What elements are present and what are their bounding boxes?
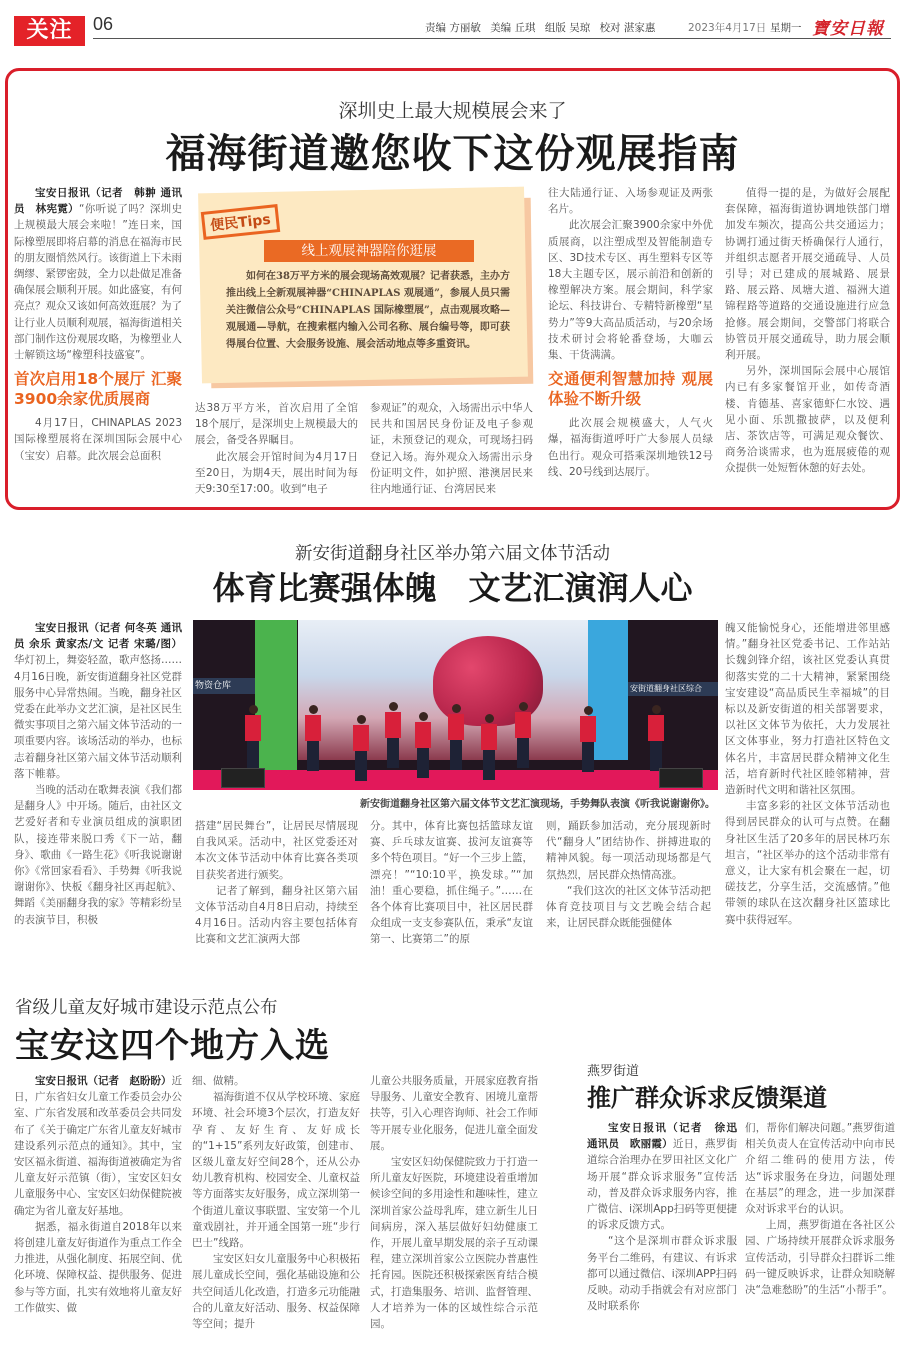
paragraph: 据悉，福永街道自2018年以来将创建儿童友好街道作为重点工作全力推进，从强化制度、拓展空间、优化环境、保障权益、提供服务、促进参与等方面，扎实有效地将儿童友好工作做实、做 xyxy=(14,1220,182,1314)
tips-sidebar xyxy=(196,186,536,392)
dancer xyxy=(515,702,531,770)
article-headline: 体育比赛强体魄 文艺汇演润人心 xyxy=(212,569,693,607)
performance-photo xyxy=(193,620,718,790)
dancer xyxy=(648,705,664,773)
article-kicker: 燕罗街道 xyxy=(587,1064,640,1079)
lead-paragraph: “你听说了吗？深圳史上规模最大展会来啦！”连日来，国际橡塑展即将启幕的消息在福海市民的朋友圈悄然风行。该街道上下未雨绸缪、紧锣密鼓，全力以赴做足准备确保展会顺利开展。如此盛宴，有何亮点？观众又该如何高效逛展？为了让行业人员顺利观展，福海街道相关部门制作这份观展攻略，为橡塑业人士解锁这场“橡塑科技盛宴”。 xyxy=(14,203,182,362)
photo-caption: 新安街道翻身社区第六届文体节文艺汇演现场，手势舞队表演《听我说谢谢你》。 xyxy=(360,799,715,810)
paragraph: 则，踊跃参加活动，充分展现新时代“翻身人”团结协作、拼搏进取的精神风貌。每一项活动现场都是气氛热烈，居民群众热情高涨。 xyxy=(546,820,711,881)
article-kicker: 省级儿童友好城市建设示范点公布 xyxy=(15,998,278,1018)
community-center-sign: 安街道翻身社区综合 xyxy=(628,682,718,696)
paragraph: 达38万平方米，首次启用了全馆18个展厅，是深圳史上规模最大的展会，备受各界瞩目。 xyxy=(195,402,358,447)
credit-proofreader: 校对 湛家惠 xyxy=(599,22,656,34)
paragraph: 儿童公共服务质量，开展家庭教育指导服务、儿童安全教育、困境儿童帮扶等，引入心理咨询师、社会工作师等开展专业化服务，促进儿童全面发展。 xyxy=(370,1075,538,1152)
tips-heading: 线上观展神器陪你逛展 xyxy=(264,240,474,262)
article-headline: 宝安这四个地方入选 xyxy=(15,1026,330,1066)
paragraph: 上周，燕罗街道在各社区公园、广场持续开展群众诉求服务宣传活动，引导群众扫群诉二维码一键反映诉求，让群众知晓解决“急难愁盼”的生活“小帮手”。 xyxy=(745,1219,895,1297)
dancer xyxy=(353,715,369,783)
paragraph: “我们这次的社区文体节活动把体育竞技项目与文艺晚会结合起来，让居民群众既能强健体 xyxy=(546,884,711,930)
dancer xyxy=(305,705,321,773)
byline: 宝安日报讯（记者 韩翀 通讯员 林宪霓） xyxy=(14,187,182,216)
paragraph: 细、做精。 xyxy=(192,1075,245,1087)
stage-floor xyxy=(193,770,718,790)
paragraph: “这个是深圳市群众诉求服务平台二维码，有建议、有诉求都可以通过微信、i深圳APP扫码反映。动动手指就会有对应部门及时联系你 xyxy=(587,1235,737,1313)
paragraph: 记者了解到，翻身社区第六届文体节活动自4月8日启动，持续至4月16日。活动内容主要包括体育比赛和文艺汇演两大部 xyxy=(195,884,358,946)
dancer xyxy=(245,705,261,773)
lead-paragraph: 近日，广东省妇女儿童工作委员会办公室、广东省发展和改革委员会共同发布了《关于确定广东省儿童友好城市建设系列示范点的通知》。其中，宝安区福永街道、福海街道被确定为省儿童友好示范镇（街），宝安区妇女儿童服务中心、宝安区妇幼保健院被确定为省儿童友好基地。 xyxy=(14,1075,182,1217)
dancer xyxy=(580,706,596,774)
paragraph: 往大陆通行证、入场参观证及两张名片。 xyxy=(548,187,713,216)
dancer xyxy=(415,712,431,780)
article-column-1 xyxy=(14,1073,182,1316)
paragraph: 福海街道不仅从学校环境、家庭环境、社会环境3个层次，打造友好孕育、友好生育、友好成长的“1+15”系列友好政策，创建市、区级儿童友好空间28个，还从公办幼儿教育机构、校园安全、儿童权益等方面落实友好服务，成立深圳第一个街道儿童议事联盟、宝安第一个儿童戏剧社，并开通全国第一班“步行巴士”线路。 xyxy=(192,1091,360,1250)
dancer xyxy=(481,714,497,782)
article-headline: 推广群众诉求反馈渠道 xyxy=(587,1084,827,1112)
paragraph: 值得一提的是，为做好会展配套保障，福海街道协调地铁部门增加发车频次，提高公共交通运力；协调打通过街天桥确保行人通行，并组织志愿者开展交通疏导、人员引导；对已建成的展城路、展景路、展云路、凤塘大道、福洲大道锦程路等道路的交通设施进行应急抢修。展会期间，交警部门将联合协管员开展交通疏导，助力展会顺利开展。 xyxy=(725,187,890,362)
masthead xyxy=(0,0,905,50)
paragraph: 当晚的活动在歌舞表演《我们都是翻身人》中开场。随后，由社区文艺爱好者和专业演员组成的演职团队，接连带来脱口秀《下一站，翻身》、歌曲《一路生花》《听我说谢谢你》《常回家看看》、手势舞《听我说谢谢你》、快板《翻身社区再起航》、舞蹈《美丽翻身我的家》等精彩纷呈的表演节目，积极 xyxy=(14,784,182,926)
issue-date: 2023年4月17日 xyxy=(688,22,767,34)
paragraph: 另外，深圳国际会展中心展馆内已有多家餐馆开业，如传奇酒楼、肯德基、喜家德虾仁水饺、遇见小面、乐凯撒披萨，以及便利店、茶饮店等，可满足观众餐饮、商务洽谈需求，也为逛展疲倦的观众提供一处短暂休憩的好去处。 xyxy=(725,365,890,475)
article-column-1 xyxy=(14,185,182,464)
paragraph: 们，帮你们解决问题。”燕罗街道相关负责人在宣传活动中向市民介绍二维码的使用方法，传达“诉求服务在身边，问题处理在基层”的理念，进一步加深群众对诉求平台的认识。 xyxy=(745,1122,895,1216)
article-kicker: 新安街道翻身社区举办第六届文体节活动 xyxy=(295,544,610,564)
credit-designer: 美编 丘琪 xyxy=(490,22,536,34)
tips-body: 如何在38万平方米的展会现场高效观展？记者获悉，主办方推出线上全新观展神器“CHINAPLAS 观展通”，参展人员只需关注微信公众号“CHINAPLAS 国际橡塑展”，点击观展攻略—观展通—导航，在搜索框内输入公司名称、展台编号等，即可获得展台位置、大会服务设施、展会活动地点等多重资讯。 xyxy=(226,271,510,350)
article-column-2 xyxy=(195,818,358,948)
credit-layout: 组版 吴琼 xyxy=(544,22,591,34)
paragraph: 参观证”的观众，入场需出示中华人民共和国居民身份证及电子参观证，未预登记的观众，可现场扫码登记入场。海外观众入场需出示身份证明文件，如护照、港澳居民来往内地通行证、台湾居民来 xyxy=(370,402,533,496)
lead-paragraph: 华灯初上，舞姿轻盈，歌声悠扬……4月16日晚，新安街道翻身社区党群服务中心异常热闹。当晚，翻身社区党委在此举办文艺汇演，是社区民生微实事项目之第六届文体节活动的一项重要内容。该场活动的举办，也标志着翻身社区第六届文体节活动顺利落下帷幕。 xyxy=(14,654,182,780)
article-column-4 xyxy=(548,185,713,480)
page-number: 06 xyxy=(93,14,114,34)
article-column-5 xyxy=(725,620,890,928)
section-subhead: 首次启用18个展厅 汇聚3900余家优质展商 xyxy=(14,370,182,409)
article-column-1 xyxy=(587,1120,748,1314)
paragraph: 宝安区妇女儿童服务中心积极拓展儿童成长空间，强化基础设施和公共空间适儿化改造，打造多元功能融合的儿童友好活动、服务、权益保障等空间；提升 xyxy=(192,1253,360,1331)
lead-paragraph: 近日，燕罗街道综合治理办在罗田社区文化广场开展“群众诉求服务”宣传活动，普及群众诉求服务内容，推广微信、i深圳App扫码等更便捷的诉求反馈方式。 xyxy=(587,1138,738,1232)
byline: 宝安日报讯（记者 何冬英 通讯员 余乐 黄家杰/文 记者 宋璐/图） xyxy=(14,622,182,651)
byline: 宝安日报讯（记者 赵盼盼） xyxy=(35,1075,172,1087)
paragraph: 宝安区妇幼保健院致力于打造一所儿童友好医院，环境建设着重增加候诊空间的多用途性和趣味性，建立深圳首家公益母乳库，建立新生儿日间病房，深入基层做好妇幼健康工作，开展儿童早期发展的亲子互动课程，建立深圳首家公立医院办普惠性托育园。医院还积极探索医育结合模式，打造集服务、培训、监督管理、人才培养为一体的区域性综合示范园。 xyxy=(370,1156,538,1331)
editorial-credits xyxy=(425,20,661,35)
section-label: 关注 xyxy=(14,16,85,46)
byline: 宝安日报讯（记者 徐迅 通讯员 欧丽霞） xyxy=(587,1122,748,1151)
article-column-2 xyxy=(192,1073,360,1332)
article-kicker: 深圳史上最大规模展会来了 xyxy=(338,100,567,122)
paragraph: 搭建“居民舞台”，让居民尽情展现自我风采。活动中，社区党委还对本次文体节活动中体育比赛各类项目获奖者进行颁奖。 xyxy=(195,820,358,881)
warehouse-sign: 物资仓库 xyxy=(193,678,255,694)
article-column-4 xyxy=(546,818,711,931)
credit-editor: 责编 方丽敏 xyxy=(425,22,481,34)
section-subhead: 交通便利智慧加持 观展体验不断升级 xyxy=(548,370,713,409)
stage-speaker xyxy=(221,768,265,788)
paragraph: 分。其中，体育比赛包括篮球友谊赛、乒乓球友谊赛、拔河友谊赛等多个特色项目。“好一个三步上篮，漂亮！”“10:10平，换发球。”“加油！重心要稳，抓住绳子。”……在各个体育比赛项目中，社区居民群众组成一支支参赛队伍，秉承“友谊第一、比赛第二”的原 xyxy=(370,820,533,946)
paragraph: 此次展会汇聚3900余家中外优质展商，以注塑成型及智能制造专区、3D技术专区、再生塑料专区等18大主题专区，展示前沿和创新的橡塑解决方案。展会期间，科学家论坛、科技讲台、专精特新橡塑“星势力”等9大高品质活动，与20余场技术研讨会将轮番登场，大咖云集、干货满满。 xyxy=(548,219,713,362)
article-column-3 xyxy=(370,1073,538,1332)
masthead-divider xyxy=(93,38,891,39)
article-headline: 福海街道邀您收下这份观展指南 xyxy=(165,131,740,177)
article-column-2 xyxy=(195,400,358,497)
article-column-3 xyxy=(370,400,533,497)
article-column-5 xyxy=(725,185,890,477)
paragraph: 4月17日，CHINAPLAS 2023国际橡塑展将在深圳国际会展中心（宝安）启幕。此次展会总面积 xyxy=(14,417,182,462)
dancer xyxy=(448,704,464,772)
paragraph: 丰富多彩的社区文体节活动也得到居民群众的认可与点赞。在翻身社区生活了20多年的居民林巧东坦言，“社区举办的这个活动非常有意义，让大家有机会聚在一起，切磋技艺，分享生活，交流感情。”他带领的球队在这次翻身社区篮球比赛中获得冠军。 xyxy=(725,800,890,926)
green-banner xyxy=(255,620,297,770)
stage-speaker xyxy=(659,768,703,788)
dancer xyxy=(385,702,401,770)
paragraph: 此次展会开馆时间为4月17日至20日，为期4天，展出时间为每天9:30至17:00。收到“电子 xyxy=(195,450,358,496)
paragraph: 此次展会规模盛大，人气火爆，福海街道呼吁广大参展人员绿色出行。观众可搭乘深圳地铁12号线、20号线到达展厅。 xyxy=(548,417,713,478)
article-column-3 xyxy=(370,818,533,948)
newspaper-logo: 寶安日報 xyxy=(812,19,884,39)
article-column-2 xyxy=(745,1120,895,1298)
article-column-1 xyxy=(14,620,182,928)
paragraph: 魄又能愉悦身心，还能增进邻里感情。”翻身社区党委书记、工作站站长魏剑锋介绍，该社区党委认真贯彻落实党的二十大精神，紧紧围绕宝安建设“高品质民生幸福城”的目标以及新安街道的相关部署要求，以社区文体节为依托，大力发展社区文体事业，努力打造社区特色文体名片，丰富居民群众精神文化生活，培育新时代社区睦邻精神，营造新时代文明和谐社区氛围。 xyxy=(725,622,890,797)
issue-weekday: 星期一 xyxy=(770,22,802,34)
tips-badge: 便民Tips xyxy=(201,204,280,240)
